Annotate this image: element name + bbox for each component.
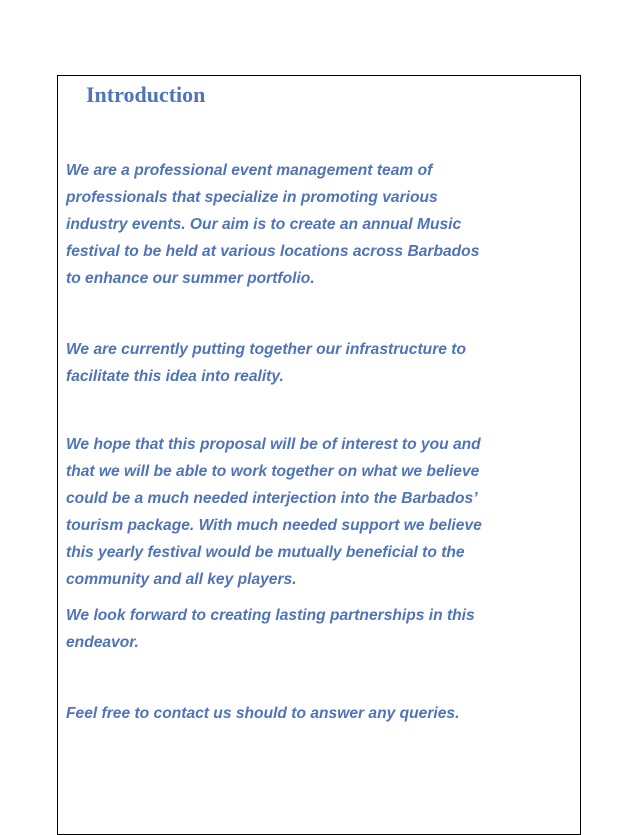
text-line: We are currently putting together our infrastructure to [66, 341, 466, 358]
text-line: community and all key players. [66, 571, 297, 588]
text-line: professionals that specialize in promoting various [66, 189, 438, 206]
text-line: We are a professional event management team of [66, 162, 433, 179]
paragraph-proposal [66, 431, 576, 593]
text-line: We look forward to creating lasting partnerships in this [66, 607, 475, 624]
text-line: We hope that this proposal will be of interest to you and [66, 436, 481, 453]
text-line: tourism package. With much needed support we believe [66, 517, 482, 534]
paragraph-introduction [66, 157, 576, 292]
text-line: this yearly festival would be mutually beneficial to the [66, 544, 465, 561]
text-line: Feel free to contact us should to answer any queries. [66, 705, 460, 722]
paragraph-infrastructure [66, 336, 576, 390]
paragraph-contact [66, 700, 576, 727]
paragraph-partnerships [66, 602, 576, 656]
section-heading: Introduction [86, 82, 206, 107]
text-line: endeavor. [66, 634, 139, 651]
text-line: festival to be held at various locations across Barbados [66, 243, 480, 260]
text-line: facilitate this idea into reality. [66, 368, 284, 385]
text-line: industry events. Our aim is to create an annual Music [66, 216, 462, 233]
text-line: that we will be able to work together on what we believe [66, 463, 480, 480]
text-line: to enhance our summer portfolio. [66, 270, 315, 287]
text-line: could be a much needed interjection into the Barbados’ [66, 490, 478, 507]
